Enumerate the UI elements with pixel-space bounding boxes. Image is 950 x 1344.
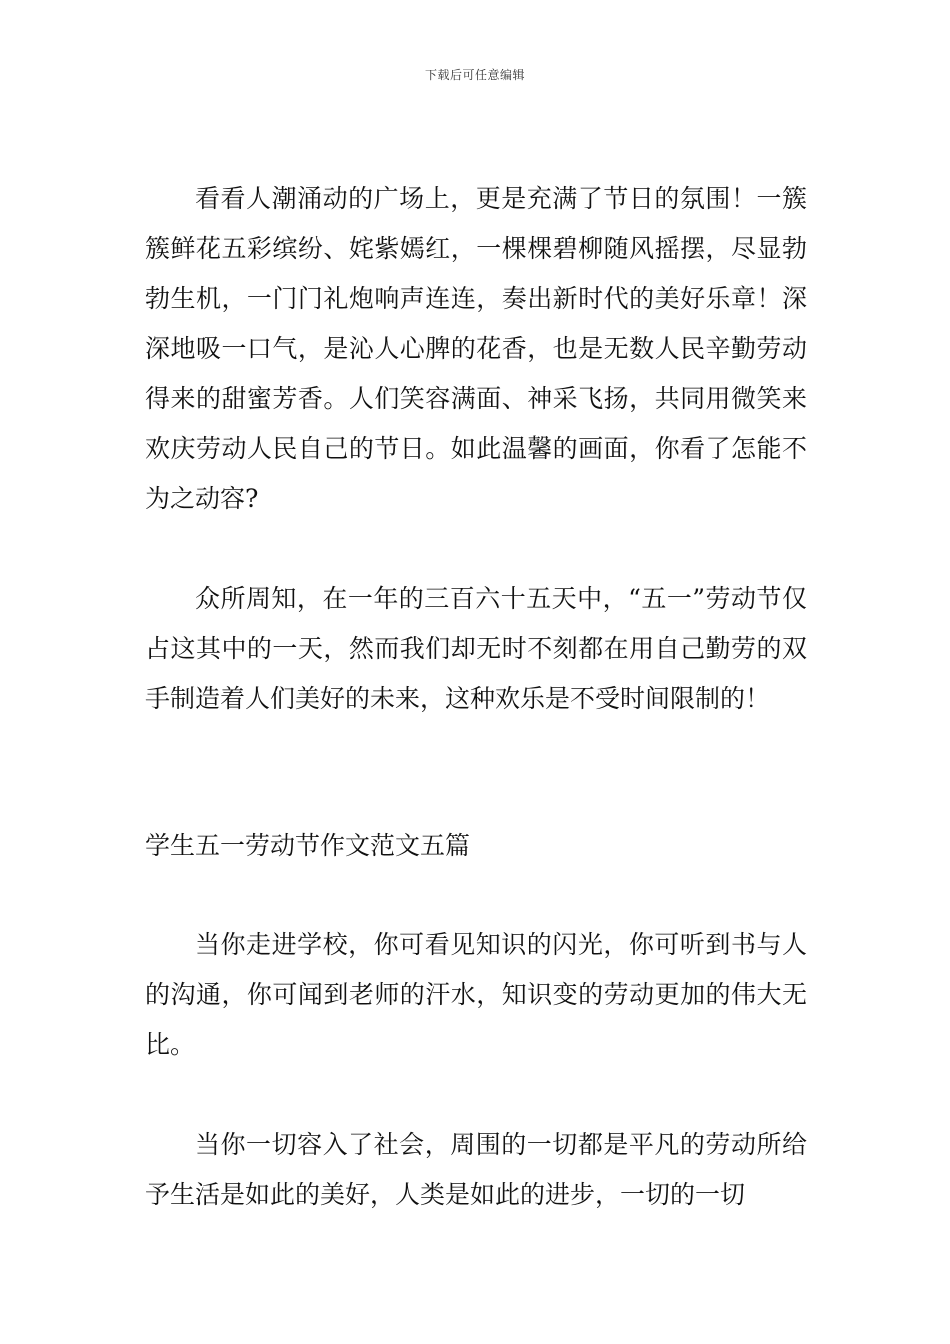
paragraph-society: 当你一切容入了社会，周围的一切都是平凡的劳动所给予生活是如此的美好，人类是如此的进步，一切的一切 (145, 1130, 807, 1209)
section-heading: 学生五一劳动节作文范文五篇 (145, 831, 471, 860)
paragraph-school: 当你走进学校，你可看见知识的闪光，你可听到书与人的沟通，你可闻到老师的汗水，知识变的劳动更加的伟大无比。 (145, 930, 807, 1059)
paragraph-festival-square: 看看人潮涌动的广场上，更是充满了节日的氛围！一簇簇鲜花五彩缤纷、姹紫嫣红，一棵棵碧柳随风摇摆，尽显勃勃生机，一门门礼炮响声连连，奏出新时代的美好乐章！深深地吸一口气，是沁人心脾的花香，也是无数人民辛勤劳动得来的甜蜜芳香。人们笑容满面、神采飞扬，共同用微笑来欢庆劳动人民自己的节日。如此温馨的画面，你看了怎能不为之动容? (145, 184, 807, 513)
paragraph-labor-day-one-day: 众所周知，在一年的三百六十五天中，“五一”劳动节仅占这其中的一天，然而我们却无时不刻都在用自己勤劳的双手制造着人们美好的未来，这种欢乐是不受时间限制的！ (145, 584, 807, 713)
header-note: 下载后可任意编辑 (424, 68, 525, 82)
